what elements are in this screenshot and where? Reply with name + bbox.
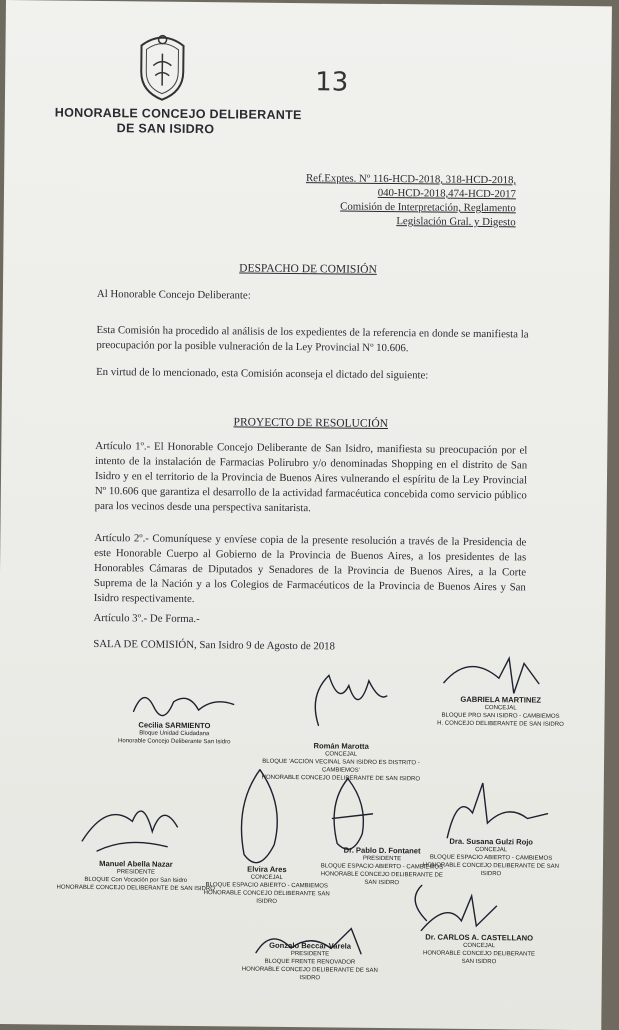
- handwritten-page-number: 13: [314, 67, 349, 98]
- signature-block: [94, 720, 254, 747]
- reference-line: 040-HCD-2018,474-HCD-2017: [377, 186, 517, 201]
- signature-line: HONORABLE CONCEJO DELIBERANTE DE SAN ISIDRO: [56, 884, 215, 893]
- signature-scribble: [229, 764, 290, 875]
- paragraph-recommendation: En virtud de lo mencionado, esta Comisión aconseja el dictado del siguiente:: [96, 365, 429, 382]
- signature-scribble: [298, 665, 389, 736]
- signature-line: CONCEJAL: [463, 942, 496, 950]
- signature-line: HONORABLE CONCEJO DELIBERANTE DE SAN ISIDRO: [241, 966, 378, 982]
- signature-block: [240, 941, 380, 983]
- signature-line: H. CONCEJO DELIBERANTE DE SAN ISIDRO: [437, 720, 564, 728]
- signature-line: HONORABLE CONCEJO DELIBERANTE DE SAN ISIDRO: [320, 871, 443, 887]
- paragraph-analysis: Esta Comisión ha procedido al análisis de los expedientes de la referencia en donde se manifiesta la preocupación por la posible vulneración de la Ley Provincial Nº 10.606.: [96, 323, 529, 355]
- signature-name: Elvira Ares: [247, 864, 287, 874]
- signature-line: PRESIDENTE: [362, 855, 402, 863]
- proyecto-title: PROYECTO DE RESOLUCIÓN: [233, 416, 389, 431]
- signature-line: Bloque Unidad Ciudadana: [139, 730, 210, 738]
- signature-name: GABRIELA MARTINEZ: [460, 694, 542, 705]
- signature-line: HONORABLE CONCEJO DELIBERANTE SAN ISIDRO: [203, 890, 330, 905]
- signature-line: SAN ISIDRO: [461, 958, 497, 966]
- signature-scribble: [437, 783, 558, 844]
- signature-line: CONCEJAL: [484, 705, 517, 712]
- signature-line: HONORABLE CONCEJO DELIBERANTE: [422, 950, 536, 958]
- municipal-crest-icon: [133, 31, 192, 102]
- signature-scribble: [128, 681, 238, 722]
- signature-line: Honorable Concejo Deliberante San Isidro: [118, 738, 231, 746]
- reference-line: Ref.Exptes. Nº 116-HCD-2018, 318-HCD-2018,: [305, 172, 517, 187]
- signature-line: BLOQUE 'ACCIÓN VECINAL SAN ISIDRO ES DISTRITO - CAMBIEMOS': [262, 758, 420, 774]
- signature-name: Dr. Pablo D. Fontanet: [343, 845, 421, 856]
- signature-line: BLOQUE ESPACIO ABIERTO - CAMBIEMOS: [429, 854, 553, 862]
- signature-line: BLOQUE FRENTE RENOVADOR: [264, 958, 356, 966]
- signature-name: Román Marotta: [313, 741, 369, 751]
- signature-name: Gonzalo Beccar Varela: [269, 940, 352, 951]
- signature-line: CONCEJAL: [325, 751, 358, 758]
- signature-scribble: [77, 791, 188, 862]
- org-name-line1: HONORABLE CONCEJO DELIBERANTE: [54, 105, 302, 123]
- signature-line: HONORABLE CONCEJO DELIBERANTE DE SAN ISIDRO: [422, 862, 559, 878]
- signature-line: BLOQUE ESPACIO ABIERTO - CAMBIEMOS: [205, 882, 328, 890]
- signature-scribble: [439, 653, 549, 699]
- signature-block: [51, 859, 221, 894]
- sala-date: SALA DE COMISIÓN, San Isidro 9 de Agosto de 2018: [93, 637, 336, 653]
- signature-name: Dra. Susana Gulzi Rojo: [449, 836, 534, 847]
- signature-line: BLOQUE PRO SAN ISIDRO - CAMBIEMOS: [441, 712, 560, 720]
- signature-block: [404, 932, 554, 967]
- signature-line: BLOQUE Con Vocación por San Isidro: [84, 876, 188, 884]
- signature-line: BLOQUE ESPACIO ABIERTO - CAMBIEMOS: [320, 863, 444, 871]
- signature-name: Dr. CARLOS A. CASTELLANO: [425, 932, 534, 943]
- reference-line: Legislación Gral. y Digesto: [396, 215, 516, 229]
- reference-line: Comisión de Interpretación, Reglamento: [340, 200, 516, 215]
- signature-name: Cecilia SARMIENTO: [138, 720, 211, 731]
- signature-line: HONORABLE CONCEJO DELIBERANTE DE SAN ISIDRO: [261, 774, 421, 783]
- article-2: Artículo 2º.- Comuníquese y envíese copia de la presente resolución a través de la Presidencia de este Honorable Cuerpo al Gobierno de la Provincia de Buenos Aires, a los presidentes de las Honorables Cámaras de Diputados y Senadores de la Provincia de Buenos Aires, a la Corte Suprema de la Nación y a los Colegios de Farmacéuticos de la Provincia de Buenos Aires y San Isidro respectivamente.: [93, 531, 527, 606]
- signature-line: CONCEJAL: [250, 874, 283, 881]
- article-1: Artículo 1º.- El Honorable Concejo Deliberante de San Isidro, manifiesta su preocupación por el intento de la instalación de Farmacias Polirubro y/o denominadas Shopping en el distrito de San Isidro y en el territorio de la Provincia de Buenos Aires vulnerando el espíritu de la Ley Provincial Nº 10.606 que garantiza el desarrollo de la actividad farmacéutica concebida como servicio público para los vecinos desde una perspectiva sanitarista.: [94, 439, 528, 515]
- signature-line: PRESIDENTE: [116, 869, 156, 876]
- signature-block: [421, 836, 561, 878]
- org-name-line2: DE SAN ISIDRO: [116, 121, 215, 137]
- signature-line: PRESIDENTE: [290, 951, 330, 958]
- salutation: Al Honorable Concejo Deliberante:: [96, 287, 251, 302]
- reference-block: [305, 171, 516, 229]
- signature-block: [420, 694, 580, 729]
- article-3: Artículo 3º.- De Forma.-: [93, 611, 200, 626]
- despacho-title: DESPACHO DE COMISIÓN: [239, 262, 377, 276]
- signature-name: Manuel Abella Nazar: [99, 859, 173, 869]
- signature-line: CONCEJAL: [475, 846, 508, 854]
